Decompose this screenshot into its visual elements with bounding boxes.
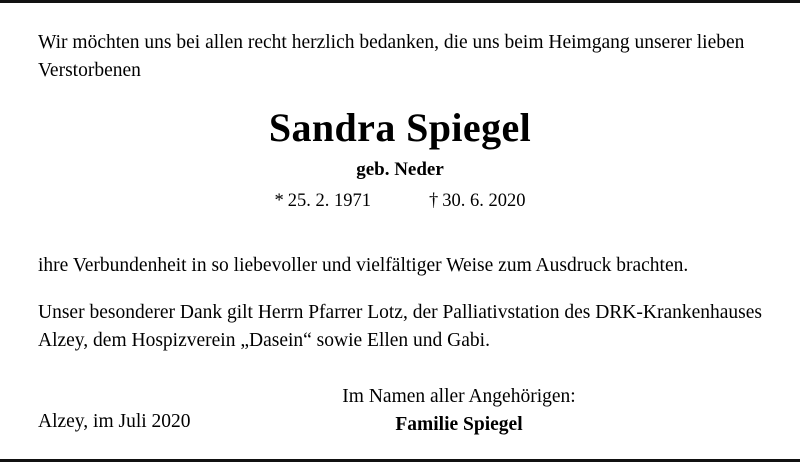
maiden-name: geb. Neder [356, 159, 444, 181]
paragraph-two: Unser besonderer Dank gilt Herrn Pfarrer Lotz, der Palliativstation des DRK-Krankenhauses Alzey, dem Hospizverein „Dasein“ sowie Ellen und Gabi. [38, 302, 762, 351]
death-date-item [429, 191, 526, 212]
birth-date: 25. 2. 1971 [287, 191, 371, 212]
life-dates [38, 191, 762, 212]
birth-date-item [275, 191, 372, 212]
family-name: Familie Spiegel [395, 414, 523, 436]
deceased-name-block [38, 106, 762, 212]
closing-line: Im Namen aller Angehörigen: [342, 386, 576, 408]
death-date: 30. 6. 2020 [442, 191, 526, 212]
intro-text: Wir möchten uns bei allen recht herzlich bedanken, die uns beim Heimgang unserer lieben Verstorbenen [38, 32, 745, 81]
cross-icon: † [429, 191, 439, 212]
place-and-date: Alzey, im Juli 2020 [38, 411, 191, 432]
paragraph-one: ihre Verbundenheit in so liebevoller und vielfältiger Weise zum Ausdruck brachten. [38, 255, 689, 277]
star-icon: * [274, 191, 284, 212]
deceased-name: Sandra Spiegel [268, 105, 532, 151]
